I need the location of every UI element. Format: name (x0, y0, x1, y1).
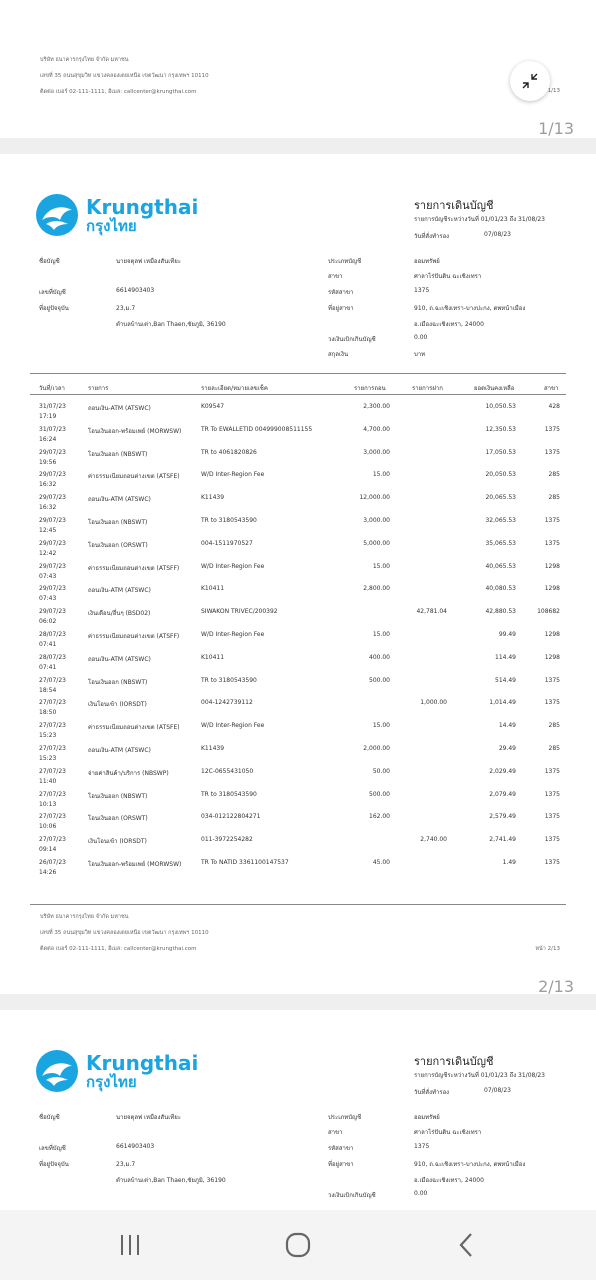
account-number-label: เลขที่บัญชี (39, 1145, 66, 1152)
footer-line-2: เลขที่ 35 ถนนสุขุมวิท แขวงคลองเตยเหนือ เขตวัฒนา กรุงเทพฯ 10110 (40, 73, 209, 79)
row-time: 10:13 (39, 800, 57, 808)
row-description: W/D Inter-Region Fee (201, 722, 265, 730)
logo-text-th: กรุงไทย (86, 1072, 137, 1091)
row-branch: 1298 (544, 631, 560, 638)
account-type-value: ออมทรัพย์ (414, 1114, 440, 1121)
krungthai-bird-logo-icon (36, 194, 78, 236)
row-balance: 20,065.53 (485, 494, 516, 502)
column-header-description: รายละเอียด/หมายเลขเช็ค (201, 385, 268, 392)
table-row (0, 494, 596, 516)
address-value-2: ตำบลบ้านเต่า,Ban Thaen,ชัยภูมิ, 36190 (116, 1177, 226, 1184)
account-number-value: 6614903403 (116, 1143, 155, 1150)
row-withdraw: 15.00 (372, 471, 390, 479)
row-time: 07:43 (39, 572, 57, 580)
row-date: 29/07/23 (39, 448, 66, 456)
row-withdraw: 45.00 (372, 859, 390, 866)
row-balance: 99.49 (498, 631, 516, 638)
row-date: 27/07/23 (39, 699, 66, 707)
overdraft-label: วงเงินเบิกเกินบัญชี (328, 336, 376, 343)
row-date: 29/07/23 (39, 585, 66, 593)
footer-page-number: หน้า 2/13 (535, 946, 560, 952)
printed-date: 07/08/23 (484, 1087, 511, 1094)
row-date: 31/07/23 (39, 425, 66, 433)
row-balance: 32,065.53 (485, 517, 516, 524)
row-type: โอนเงินออก (NBSWT) (88, 450, 148, 458)
row-branch: 1375 (544, 767, 560, 775)
row-description: TR to 3180543590 (201, 676, 257, 684)
collapse-arrows-icon (521, 72, 539, 90)
branch-address-value-1: 910, ถ.ฉะเชิงเทรา-บางปะกง, ตพหน้าเมือง (414, 305, 526, 312)
table-row (0, 768, 596, 790)
row-type: ค่าธรรมเนียมถอนต่างเขต (ATSFF) (88, 564, 180, 572)
logo-text-en: Krungthai (86, 1050, 199, 1075)
row-branch: 285 (548, 745, 560, 752)
row-balance: 10,050.53 (485, 403, 516, 410)
row-branch: 285 (548, 494, 560, 502)
row-withdraw: 5,000.00 (363, 539, 390, 547)
row-description: K11439 (201, 494, 225, 502)
branch-label: สาขา (328, 1129, 343, 1136)
table-row (0, 540, 596, 562)
back-button[interactable] (446, 1228, 486, 1262)
row-date: 27/07/23 (39, 722, 66, 730)
row-balance: 40,080.53 (485, 585, 516, 593)
address-value-1: 23,ม.7 (116, 1161, 136, 1168)
footer-line-2: เลขที่ 35 ถนนสุขุมวิท แขวงคลองเตยเหนือ เขตวัฒนา กรุงเทพฯ 10110 (40, 930, 209, 936)
row-time: 10:06 (39, 823, 57, 831)
row-type: โอนเงินออก (NBSWT) (88, 678, 148, 686)
row-branch: 1375 (544, 448, 560, 456)
address-value-2: ตำบลบ้านเต่า,Ban Thaen,ชัยภูมิ, 36190 (116, 321, 226, 328)
row-balance: 17,050.53 (485, 448, 516, 456)
row-branch: 285 (548, 722, 560, 730)
table-row (0, 677, 596, 699)
pdf-page-3 (0, 1010, 596, 1210)
page-indicator-2: 2/13 (538, 977, 574, 996)
row-date: 29/07/23 (39, 494, 66, 502)
footer-line-3: ติดต่อ เบอร์ 02-111-1111, อีเมล: callcenter@krungthai.com (40, 946, 197, 952)
row-withdraw: 3,000.00 (363, 517, 390, 524)
row-date: 31/07/23 (39, 403, 66, 410)
table-row (0, 449, 596, 471)
row-deposit: 2,740.00 (420, 836, 447, 844)
table-row (0, 608, 596, 630)
row-description: 011-3972254282 (201, 836, 253, 844)
row-balance: 20,050.53 (485, 471, 516, 479)
row-branch: 1375 (544, 699, 560, 707)
row-time: 15:23 (39, 732, 57, 740)
row-type: เงินโอนเข้า (IORSDT) (88, 701, 147, 709)
row-type: โอนเงินออก (NBSWT) (88, 792, 148, 800)
currency-value: บาท (414, 351, 426, 358)
row-time: 16:32 (39, 481, 57, 489)
address-label: ที่อยู่ปัจจุบัน (39, 305, 69, 312)
row-type: โอนเงินออก (ORSWT) (88, 815, 148, 823)
row-type: เงินโอนเข้า (IORSDT) (88, 838, 147, 846)
table-row (0, 745, 596, 767)
row-time: 07:41 (39, 641, 57, 648)
row-date: 29/07/23 (39, 471, 66, 479)
column-header-balance: ยอดเงินคงเหลือ (474, 385, 515, 392)
row-description: TR To NATID 3361100147537 (201, 859, 289, 866)
recents-button[interactable] (110, 1228, 150, 1262)
row-branch: 1375 (544, 425, 560, 433)
row-time: 16:24 (39, 435, 57, 443)
row-withdraw: 2,800.00 (363, 585, 390, 593)
row-withdraw: 12,000.00 (359, 494, 390, 502)
branch-value: ศาลาไร่ปันดิน ฉะเชิงเทรา (414, 273, 482, 280)
footer-line-1: บริษัท ธนาคารกรุงไทย จำกัด มหาชน (40, 57, 129, 63)
logo-text-th: กรุงไทย (86, 216, 137, 235)
row-balance: 514.49 (495, 676, 516, 684)
pdf-page-2 (0, 154, 596, 994)
account-number-label: เลขที่บัญชี (39, 289, 66, 296)
row-description: K10411 (201, 585, 225, 593)
row-time: 15:23 (39, 755, 57, 762)
row-description: K11439 (201, 745, 225, 752)
row-withdraw: 4,700.00 (363, 425, 390, 433)
row-withdraw: 15.00 (372, 722, 390, 730)
row-balance: 1.49 (502, 859, 516, 866)
account-name-label: ชื่อบัญชี (39, 258, 60, 265)
row-branch: 285 (548, 471, 560, 479)
row-type: โอนเงินออก (NBSWT) (88, 519, 148, 526)
row-withdraw: 500.00 (369, 676, 390, 684)
table-row (0, 426, 596, 448)
row-description: 034-012122804271 (201, 813, 261, 821)
table-row (0, 813, 596, 835)
row-type: ค่าธรรมเนียมถอนต่างเขต (ATSFE) (88, 724, 180, 732)
account-type-label: ประเภทบัญชี (328, 1114, 362, 1121)
branch-address-label: ที่อยู่สาขา (328, 1161, 354, 1168)
row-balance: 12,350.53 (485, 425, 516, 433)
column-header-datetime: วันที่/เวลา (39, 385, 65, 392)
row-description: W/D Inter-Region Fee (201, 471, 265, 479)
row-date: 27/07/23 (39, 836, 66, 844)
branch-value: ศาลาไร่ปันดิน ฉะเชิงเทรา (414, 1129, 482, 1136)
row-time: 11:40 (39, 777, 57, 785)
row-description: TR To EWALLETID 004999008511155 (201, 425, 313, 433)
row-deposit: 42,781.04 (416, 608, 447, 616)
home-icon (285, 1232, 311, 1258)
account-name-value: นายจตุลพ่ เหมืองสันเทียะ (116, 258, 181, 265)
row-description: K09547 (201, 403, 225, 410)
overdraft-value: 0.00 (414, 1190, 428, 1197)
account-name-label: ชื่อบัญชี (39, 1114, 60, 1121)
table-row (0, 585, 596, 607)
krungthai-logo (36, 1050, 198, 1092)
branch-label: สาขา (328, 273, 343, 280)
pdf-page-1 (0, 0, 596, 138)
row-type: เงินเดือน/อื่นๆ (BSD02) (88, 610, 151, 618)
row-type: โอนเงินออก-พร้อมเพย์ (MORWSW) (88, 861, 182, 868)
statement-period: รายการบัญชีระหว่างวันที่ 01/01/23 ถึง 31/08/23 (414, 216, 545, 223)
row-branch: 108682 (537, 608, 560, 616)
table-header-divider (30, 394, 566, 395)
row-type: ค่าธรรมเนียมถอนต่างเขต (ATSFE) (88, 473, 180, 481)
row-branch: 1375 (544, 813, 560, 821)
column-header-type: รายการ (88, 385, 109, 392)
printed-date: 07/08/23 (484, 231, 511, 238)
row-time: 07:43 (39, 595, 57, 603)
row-date: 29/07/23 (39, 608, 66, 616)
row-branch: 1298 (544, 562, 560, 570)
row-type: จ่ายค่าสินค้า/บริการ (NBSWP) (88, 769, 169, 777)
statement-period: รายการบัญชีระหว่างวันที่ 01/01/23 ถึง 31/08/23 (414, 1072, 545, 1079)
krungthai-logo (36, 194, 198, 236)
row-branch: 1298 (544, 585, 560, 593)
row-description: 12C-0655431050 (201, 767, 254, 775)
table-row (0, 791, 596, 813)
table-row (0, 699, 596, 721)
column-header-branch: สาขา (544, 385, 559, 392)
row-balance: 2,579.49 (489, 813, 516, 821)
row-balance: 2,029.49 (489, 767, 516, 775)
row-type: โอนเงินออก (ORSWT) (88, 541, 148, 549)
table-row (0, 654, 596, 676)
branch-code-label: รหัสสาขา (328, 1145, 354, 1152)
row-date: 29/07/23 (39, 539, 66, 547)
row-balance: 1,014.49 (489, 699, 516, 707)
row-type: โอนเงินออก-พร้อมเพย์ (MORWSW) (88, 427, 182, 435)
row-withdraw: 500.00 (369, 790, 390, 798)
printed-label: วันที่สั่งทำรอง (414, 1089, 450, 1096)
table-row (0, 403, 596, 425)
column-header-deposit: รายการฝาก (412, 385, 443, 392)
table-row (0, 836, 596, 858)
row-branch: 1375 (544, 539, 560, 547)
account-name-value: นายจตุลพ่ เหมืองสันเทียะ (116, 1114, 181, 1121)
row-time: 06:02 (39, 618, 57, 626)
row-withdraw: 2,300.00 (363, 403, 390, 410)
table-row (0, 859, 596, 881)
table-row (0, 722, 596, 744)
row-type: ถอนเงิน-ATM (ATSWC) (88, 405, 151, 412)
row-date: 27/07/23 (39, 767, 66, 775)
row-branch: 1375 (544, 790, 560, 798)
row-balance: 114.49 (495, 653, 516, 661)
row-date: 27/07/23 (39, 745, 66, 752)
row-time: 12:42 (39, 549, 57, 557)
account-type-value: ออมทรัพย์ (414, 258, 440, 265)
table-top-divider (30, 373, 566, 374)
row-branch: 1375 (544, 859, 560, 866)
row-time: 17:19 (39, 413, 57, 420)
row-branch: 1375 (544, 836, 560, 844)
row-date: 28/07/23 (39, 653, 66, 661)
row-description: 004-1242739112 (201, 699, 253, 707)
row-time: 19:56 (39, 458, 57, 466)
row-type: ถอนเงิน-ATM (ATSWC) (88, 587, 151, 595)
row-deposit: 1,000.00 (420, 699, 447, 707)
statement-title: รายการเดินบัญชี (414, 199, 494, 212)
row-time: 07:41 (39, 663, 57, 671)
row-time: 09:14 (39, 846, 57, 854)
printed-label: วันที่สั่งทำรอง (414, 233, 450, 240)
table-row (0, 471, 596, 493)
row-description: 004-1511970527 (201, 539, 253, 547)
logo-text-en: Krungthai (86, 194, 199, 219)
krungthai-bird-logo-icon (36, 1050, 78, 1092)
branch-code-value: 1375 (414, 287, 430, 294)
row-description: W/D Inter-Region Fee (201, 562, 265, 570)
table-row (0, 631, 596, 653)
table-row (0, 563, 596, 585)
footer-line-3: ติดต่อ เบอร์ 02-111-1111, อีเมล: callcenter@krungthai.com (40, 89, 197, 95)
collapse-button[interactable] (510, 61, 550, 101)
branch-code-label: รหัสสาขา (328, 289, 354, 296)
row-date: 27/07/23 (39, 790, 66, 798)
row-balance: 40,065.53 (485, 562, 516, 570)
row-withdraw: 15.00 (372, 631, 390, 638)
row-time: 14:26 (39, 869, 57, 876)
row-date: 29/07/23 (39, 517, 66, 524)
row-type: ถอนเงิน-ATM (ATSWC) (88, 747, 151, 754)
row-branch: 1375 (544, 676, 560, 684)
column-header-withdraw: รายการถอน (354, 385, 386, 392)
account-number-value: 6614903403 (116, 287, 155, 294)
row-balance: 2,079.49 (489, 790, 516, 798)
row-time: 16:32 (39, 504, 57, 512)
row-withdraw: 162.00 (369, 813, 390, 821)
row-balance: 14.49 (498, 722, 516, 730)
row-withdraw: 3,000.00 (363, 448, 390, 456)
overdraft-value: 0.00 (414, 334, 428, 341)
row-date: 28/07/23 (39, 631, 66, 638)
table-row (0, 517, 596, 539)
address-value-1: 23,ม.7 (116, 305, 136, 312)
row-time: 18:50 (39, 709, 57, 717)
row-date: 27/07/23 (39, 676, 66, 684)
row-balance: 42,880.53 (485, 608, 516, 616)
row-withdraw: 15.00 (372, 562, 390, 570)
row-date: 27/07/23 (39, 813, 66, 821)
system-navigation-bar (0, 1210, 596, 1280)
branch-code-value: 1375 (414, 1143, 430, 1150)
branch-address-label: ที่อยู่สาขา (328, 305, 354, 312)
address-label: ที่อยู่ปัจจุบัน (39, 1161, 69, 1168)
row-withdraw: 50.00 (372, 767, 390, 775)
back-icon (456, 1232, 476, 1258)
branch-address-value-2: อ.เมืองฉะเชิงเทรา, 24000 (414, 321, 484, 328)
row-branch: 428 (548, 403, 560, 410)
currency-label: สกุลเงิน (328, 351, 349, 358)
branch-address-value-1: 910, ถ.ฉะเชิงเทรา-บางปะกง, ตพหน้าเมือง (414, 1161, 526, 1168)
overdraft-label: วงเงินเบิกเกินบัญชี (328, 1192, 376, 1199)
row-type: ค่าธรรมเนียมถอนต่างเขต (ATSFF) (88, 633, 180, 640)
row-description: TR to 3180543590 (201, 517, 257, 524)
row-description: SIWAKON TRIVEC/200392 (201, 608, 278, 616)
row-description: TR to 4061820826 (201, 448, 257, 456)
footer-line-1: บริษัท ธนาคารกรุงไทย จำกัด มหาชน (40, 914, 129, 920)
row-description: K10411 (201, 653, 225, 661)
row-balance: 35,065.53 (485, 539, 516, 547)
statement-title: รายการเดินบัญชี (414, 1055, 494, 1068)
home-button[interactable] (278, 1228, 318, 1262)
row-balance: 29.49 (498, 745, 516, 752)
page-indicator-1: 1/13 (538, 119, 574, 138)
row-withdraw: 2,000.00 (363, 745, 390, 752)
row-description: TR to 3180543590 (201, 790, 257, 798)
row-type: ถอนเงิน-ATM (ATSWC) (88, 496, 151, 504)
row-balance: 2,741.49 (489, 836, 516, 844)
recents-icon (118, 1233, 142, 1257)
row-withdraw: 400.00 (369, 653, 390, 661)
footer-page-number: 1/13 (547, 88, 560, 94)
row-branch: 1375 (544, 517, 560, 524)
row-date: 26/07/23 (39, 859, 66, 866)
branch-address-value-2: อ.เมืองฉะเชิงเทรา, 24000 (414, 1177, 484, 1184)
row-branch: 1298 (544, 653, 560, 661)
row-type: ถอนเงิน-ATM (ATSWC) (88, 655, 151, 663)
row-time: 18:54 (39, 686, 57, 694)
row-date: 29/07/23 (39, 562, 66, 570)
footer-divider (30, 904, 566, 905)
account-type-label: ประเภทบัญชี (328, 258, 362, 265)
row-time: 12:45 (39, 527, 57, 534)
row-description: W/D Inter-Region Fee (201, 631, 265, 638)
